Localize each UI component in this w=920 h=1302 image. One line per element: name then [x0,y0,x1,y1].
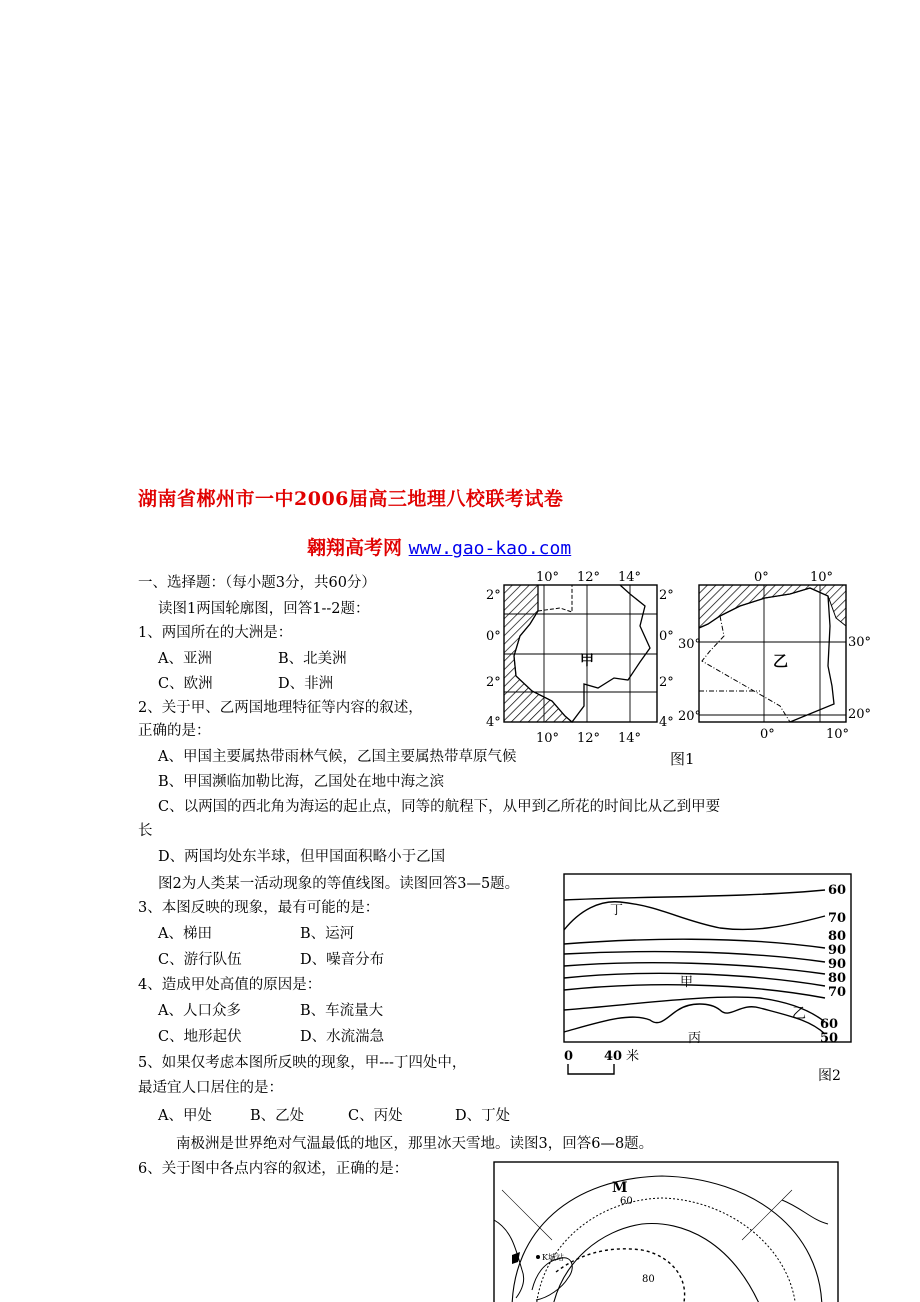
q2-option-a: A、甲国主要属热带雨林气候，乙国主要属热带草原气候 [158,749,517,765]
site-line [307,533,571,560]
jia-left-3: 2° [486,675,501,690]
map-yi [678,570,871,742]
q3-stem: 3、本图反映的现象，最有可能的是： [138,900,380,916]
jia-right-1: 2° [659,588,674,603]
q4-stem: 4、造成甲处高值的原因是： [138,977,322,993]
figure-3 [492,1160,842,1302]
q2-option-c-1: C、以两国的西北角为海运的起止点，同等的航程下，从甲到乙所花的时间比从乙到甲要 [158,799,721,815]
point-ding: 丁 [610,903,624,918]
map-jia [486,570,674,746]
q2-stem-2: 正确的是： [138,723,211,739]
yi-left-1: 30° [678,637,702,652]
fig3-contour-80: 80 [642,1274,655,1285]
point-yi: 乙 [792,1006,806,1022]
yi-top-1: 0° [754,570,769,585]
section-heading: 一、选择题：（每小题3分，共60分） [138,575,376,591]
fig3-label-m: M [612,1180,628,1196]
q5-stem-1: 5、如果仅考虑本图所反映的现象，甲---丁四处中， [138,1055,467,1071]
q3-option-c: C、游行队伍 [158,952,242,968]
jia-bottom-3: 14° [618,731,642,746]
point-jia: 甲 [680,975,694,990]
jia-top-3: 14° [618,570,642,585]
figure-2 [560,870,860,1082]
point-bing: 丙 [688,1031,702,1046]
q1-stem: 1、两国所在的大洲是： [138,625,293,641]
jia-left-1: 2° [486,588,501,603]
jia-right-4: 4° [659,715,674,730]
yi-right-2: 20° [848,707,872,722]
q1-option-a: A、亚洲 [158,651,212,667]
yi-bottom-1: 0° [760,727,775,742]
q2-option-c-2: 长 [138,823,153,839]
yi-bottom-2: 10° [826,727,850,742]
yi-left-2: 20° [678,709,702,724]
yi-right-1: 30° [848,635,872,650]
intro-fig1: 读图1两国轮廓图，回答1--2题： [158,601,370,617]
q3-option-b: B、运河 [300,926,355,942]
q1-option-d: D、非洲 [278,676,334,692]
jia-bottom-2: 12° [577,731,601,746]
site-link[interactable]: www.gao-kao.com [408,538,572,559]
jia-right-2: 0° [659,629,674,644]
q5-stem-2: 最适宜人口居住的是： [138,1080,283,1096]
contour-label-6: 80 [828,971,847,986]
site-name: 翱翔高考网 [307,537,403,559]
q3-option-a: A、梯田 [158,926,212,942]
q2-stem-1: 2、关于甲、乙两国地理特征等内容的叙述， [138,700,423,716]
q4-option-a: A、人口众多 [158,1003,241,1019]
contour-label-7: 70 [828,985,847,1000]
page-title: 湖南省郴州市一中2006届高三地理八校联考试卷 [138,488,564,510]
contour-label-3: 80 [828,929,847,944]
q3-option-d: D、噪音分布 [300,952,385,968]
intro-fig3: 南极洲是世界绝对气温最低的地区，那里冰天雪地。读图3，回答6—8题。 [176,1136,654,1152]
label-jia: 甲 [580,653,594,669]
figure-1 [480,566,880,771]
jia-bottom-1: 10° [536,731,560,746]
intro-fig2: 图2为人类某一活动现象的等值线图。读图回答3—5题。 [158,876,520,892]
contour-label-5: 90 [828,957,847,972]
jia-left-4: 4° [486,715,501,730]
q4-option-b: B、车流量大 [300,1003,384,1019]
q1-option-c: C、欧洲 [158,676,213,692]
q6-stem: 6、关于图中各点内容的叙述，正确的是： [138,1161,409,1177]
jia-right-3: 2° [659,675,674,690]
contour-label-1: 60 [828,883,847,898]
q5-option-c: C、丙处 [348,1108,403,1124]
fig3-station: K城站 [542,1253,564,1262]
contour-label-9: 50 [820,1031,839,1046]
q2-option-d: D、两国均处东半球，但甲国面积略小于乙国 [158,849,446,865]
contour-label-4: 90 [828,943,847,958]
q4-option-c: C、地形起伏 [158,1029,242,1045]
contour-label-2: 70 [828,911,847,926]
q5-option-a: A、甲处 [158,1108,212,1124]
fig2-caption: 图2 [818,1068,841,1082]
contour-label-8: 60 [820,1017,839,1032]
jia-left-2: 0° [486,629,501,644]
q5-option-b: B、乙处 [250,1108,305,1124]
jia-top-1: 10° [536,570,560,585]
scale-unit: 米 [626,1049,640,1064]
scale-value: 40 [604,1049,623,1064]
fig3-contour-60: 60 [620,1196,633,1207]
jia-top-2: 12° [577,570,601,585]
q4-option-d: D、水流湍急 [300,1029,385,1045]
scale-bar [568,1064,614,1074]
q1-option-b: B、北美洲 [278,651,347,667]
yi-top-2: 10° [810,570,834,585]
q5-option-d: D、丁处 [455,1108,511,1124]
label-yi: 乙 [773,652,789,670]
scale-zero: 0 [564,1049,574,1064]
fig1-caption: 图1 [670,750,695,768]
q2-option-b: B、甲国濒临加勒比海，乙国处在地中海之滨 [158,774,445,790]
